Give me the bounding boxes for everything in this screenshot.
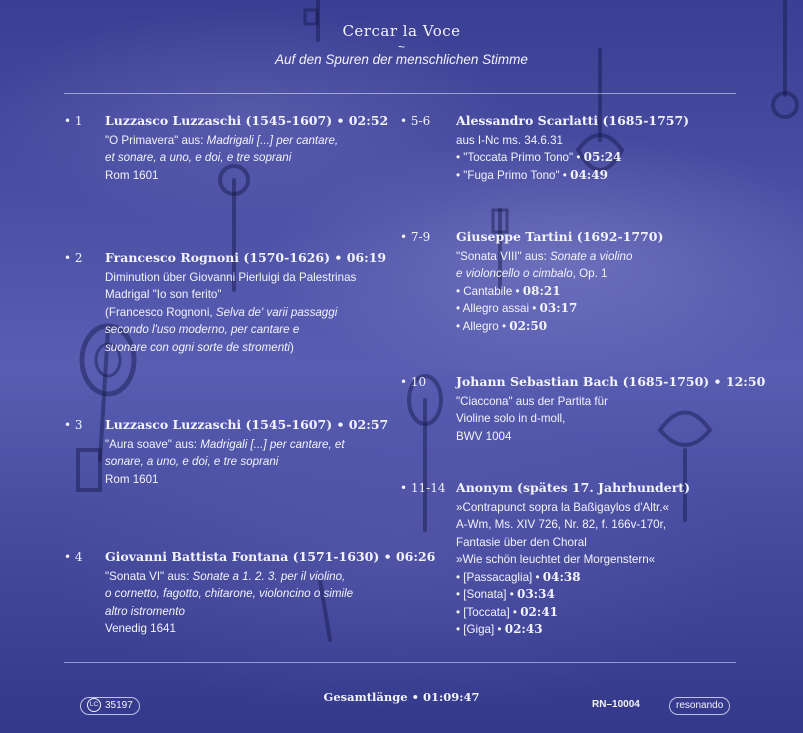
track-heading: Anonym (spätes 17. Jahrhundert): [456, 480, 690, 495]
track-line: "Ciaccona" aus der Partita für: [456, 394, 608, 408]
track-line: Fantasie über den Choral: [456, 535, 587, 549]
track-number: • 10: [400, 375, 427, 389]
track-line: Rom 1601: [105, 472, 159, 486]
track-line: (Francesco Rognoni, Selva de' varii passaggi: [105, 305, 338, 319]
top-divider: [64, 93, 736, 94]
movement-item: • [Giga] • 02:43: [456, 622, 543, 636]
lc-number: 35197: [105, 700, 133, 711]
bottom-divider: [64, 662, 736, 663]
track-number: • 4: [64, 550, 83, 564]
track-line: Venedig 1641: [105, 622, 176, 635]
track-number: • 2: [64, 251, 83, 265]
track-line: Diminution über Giovanni Pierluigi da Palestrinas: [105, 270, 357, 284]
track-line: »Contrapunct sopra la Baßigaylos d'Altr.«: [456, 500, 669, 514]
catalog-number: RN–10004: [592, 699, 640, 710]
track-line: Rom 1601: [105, 168, 159, 182]
track-line: Madrigal "Io son ferito": [105, 288, 222, 301]
album-title: Cercar la Voce: [342, 22, 461, 40]
track-line: "Sonata VI" aus: Sonate a 1. 2. 3. per il violino,: [105, 569, 346, 583]
track-line: aus I-Nc ms. 34.6.31: [456, 133, 563, 147]
track-line: "Aura soave" aus: Madrigali [...] per cantare, et: [105, 437, 345, 451]
track-heading: Luzzasco Luzzaschi (1545-1607) • 02:52: [105, 113, 389, 128]
track-line: BWV 1004: [456, 429, 512, 443]
track-line: o cornetto, fagotto, chitarone, violoncino o simile: [105, 587, 354, 600]
track-heading: Francesco Rognoni (1570-1626) • 06:19: [105, 250, 387, 265]
track-number: • 1: [64, 114, 83, 128]
track-line: e violoncello o cimbalo, Op. 1: [456, 267, 608, 280]
track-line: altro istromento: [105, 604, 185, 618]
track-number: • 5-6: [400, 114, 431, 128]
track-number: • 3: [64, 418, 83, 432]
track-heading: Johann Sebastian Bach (1685-1750) • 12:50: [456, 374, 766, 389]
movement-item: • Cantabile • 08:21: [456, 283, 561, 298]
track-line: Violine solo in d-moll,: [456, 412, 566, 425]
label-logo: resonando: [669, 697, 730, 715]
movement-item: • [Passacaglia] • 04:38: [456, 569, 581, 584]
track-heading: Alessandro Scarlatti (1685-1757): [456, 113, 690, 128]
track-heading: Luzzasco Luzzaschi (1545-1607) • 02:57: [105, 417, 389, 432]
movement-item: • [Toccata] • 02:41: [456, 604, 559, 619]
track-heading: Giuseppe Tartini (1692-1770): [456, 229, 664, 244]
track-line: sonare, a uno, e doi, e tre soprani: [105, 455, 279, 468]
track-heading: Giovanni Battista Fontana (1571-1630) • 06:26: [105, 549, 436, 564]
track-line: "O Primavera" aus: Madrigali [...] per cantare,: [105, 133, 339, 147]
lc-logo-icon: LC: [87, 698, 101, 712]
track-line: secondo l'uso moderno, per cantare e: [105, 323, 300, 336]
movement-item: • Allegro • 02:50: [456, 318, 548, 333]
title-tilde: ~: [397, 40, 405, 54]
track-line: et sonare, a uno, e doi, e tre soprani: [105, 151, 292, 164]
track-number: • 7-9: [400, 230, 431, 244]
total-duration: Gesamtlänge • 01:09:47: [323, 690, 480, 704]
movement-item: • "Fuga Primo Tono" • 04:49: [456, 167, 608, 182]
album-subtitle: Auf den Spuren der menschlichen Stimme: [275, 52, 528, 67]
track-line: A-Wm, Ms. XIV 726, Nr. 82, f. 166v-170r,: [456, 518, 667, 531]
track-number: • 11-14: [400, 481, 446, 495]
movement-item: • "Toccata Primo Tono" • 05:24: [456, 150, 622, 164]
track-line: suonare con ogni sorte de stromenti): [105, 340, 294, 354]
track-line: "Sonata VIII" aus: Sonate a violino: [456, 249, 633, 263]
movement-item: • [Sonata] • 03:34: [456, 587, 555, 601]
movement-item: • Allegro assai • 03:17: [456, 301, 578, 315]
track-line: »Wie schön leuchtet der Morgenstern«: [456, 553, 656, 566]
